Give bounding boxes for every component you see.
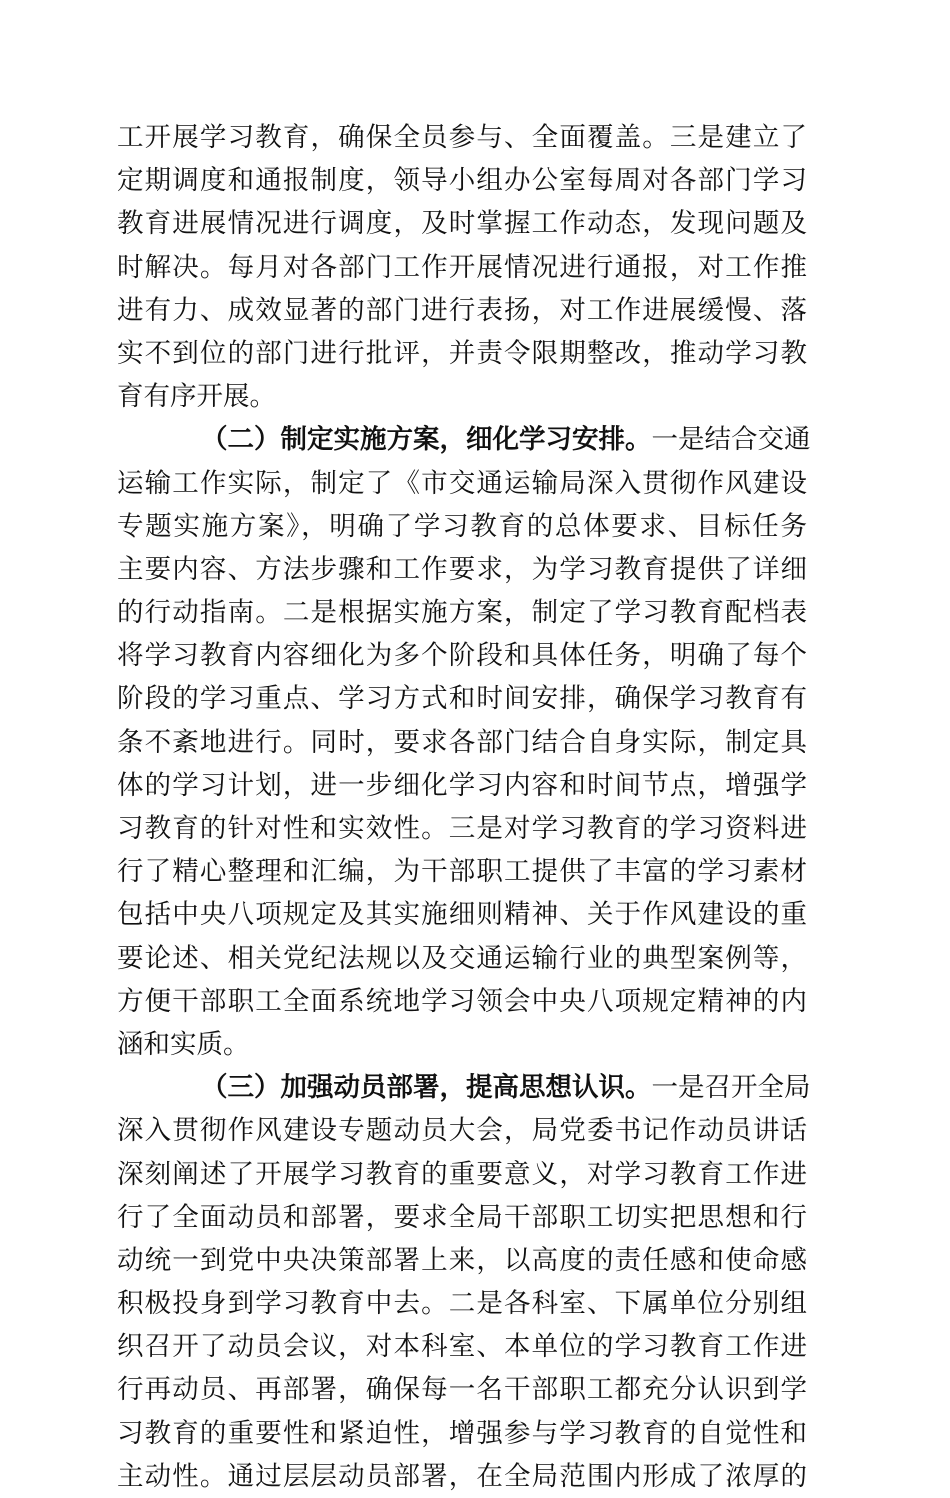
text-line: 涵和实质。 (117, 1028, 250, 1060)
text-line: 行了精心整理和汇编，为干部职工提供了丰富的学习素材 (117, 856, 807, 888)
paragraph-1 (117, 116, 807, 418)
section-heading: （三）加强动员部署，提高思想认识。 (201, 1072, 652, 1104)
heading-continuation: 一是召开全局 (651, 1072, 811, 1104)
text-line: 将学习教育内容细化为多个阶段和具体任务，明确了每个 (117, 640, 807, 672)
text-line: 深入贯彻作风建设专题动员大会，局党委书记作动员讲话 (117, 1115, 807, 1147)
text-line: 主动性。通过层层动员部署，在全局范围内形成了浓厚的 (117, 1460, 807, 1492)
text-line: 的行动指南。二是根据实施方案，制定了学习教育配档表 (117, 597, 807, 629)
text-line: 体的学习计划，进一步细化学习内容和时间节点，增强学 (117, 769, 807, 801)
text-line: 习教育的针对性和实效性。三是对学习教育的学习资料进 (117, 813, 807, 844)
paragraph-3 (117, 1066, 811, 1498)
document-body (117, 116, 811, 1498)
text-line: 运输工作实际，制定了《市交通运输局深入贯彻作风建设 (117, 467, 807, 499)
text-line: 主要内容、方法步骤和工作要求，为学习教育提供了详细 (117, 553, 807, 585)
text-line: 定期调度和通报制度，领导小组办公室每周对各部门学习 (117, 165, 807, 197)
paragraph-2 (117, 418, 811, 1066)
text-line: 要论述、相关党纪法规以及交通运输行业的典型案例等， (117, 942, 807, 974)
text-line: 条不紊地进行。同时，要求各部门结合自身实际，制定具 (117, 726, 807, 758)
paragraph-first-line (117, 1066, 811, 1109)
section-heading: （二）制定实施方案，细化学习安排。 (201, 424, 652, 456)
text-line: 积极投身到学习教育中去。二是各科室、下属单位分别组 (117, 1288, 807, 1320)
text-line: 行了全面动员和部署，要求全局干部职工切实把思想和行 (117, 1201, 807, 1233)
text-line: 深刻阐述了开展学习教育的重要意义，对学习教育工作进 (117, 1158, 807, 1190)
text-line: 时解决。每月对各部门工作开展情况进行通报，对工作推 (117, 251, 807, 283)
text-line: 专题实施方案》，明确了学习教育的总体要求、目标任务 (117, 510, 807, 542)
text-line: 织召开了动员会议，对本科室、本单位的学习教育工作进 (117, 1331, 807, 1363)
text-line: 行再动员、再部署，确保每一名干部职工都充分认识到学 (117, 1374, 807, 1406)
text-line: 包括中央八项规定及其实施细则精神、关于作风建设的重 (117, 899, 807, 931)
text-line: 阶段的学习重点、学习方式和时间安排，确保学习教育有 (117, 683, 807, 715)
text-line: 教育进展情况进行调度，及时掌握工作动态，发现问题及 (117, 208, 807, 240)
text-line: 工开展学习教育，确保全员参与、全面覆盖。三是建立了 (117, 122, 807, 153)
paragraph-first-line (117, 418, 811, 461)
text-line: 育有序开展。 (117, 381, 276, 413)
text-line: 方便干部职工全面系统地学习领会中央八项规定精神的内 (117, 985, 807, 1017)
text-line: 实不到位的部门进行批评，并责令限期整改，推动学习教 (117, 337, 807, 369)
text-line: 动统一到党中央决策部署上来，以高度的责任感和使命感 (117, 1244, 807, 1276)
heading-continuation: 一是结合交通 (651, 424, 811, 456)
text-line: 习教育的重要性和紧迫性，增强参与学习教育的自觉性和 (117, 1417, 807, 1449)
text-line: 进有力、成效显著的部门进行表扬，对工作进展缓慢、落 (117, 294, 807, 326)
